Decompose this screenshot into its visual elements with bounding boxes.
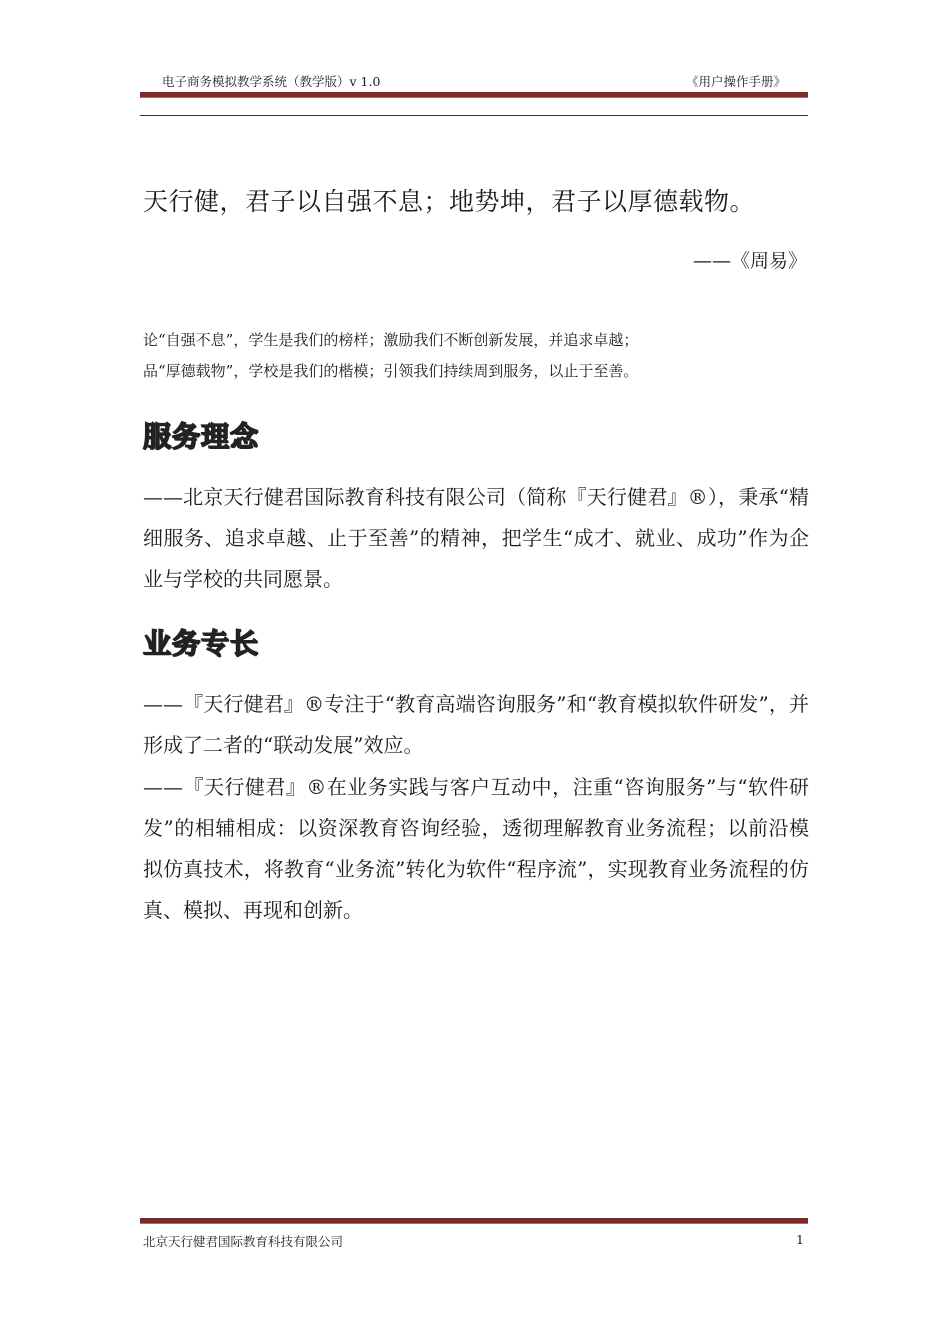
- header-system-title: 电子商务模拟教学系统（教学版）v 1.0: [162, 74, 381, 89]
- footer-company: 北京天行健君国际教育科技有限公司: [143, 1234, 344, 1249]
- quote-source: ——《周易》: [692, 250, 807, 272]
- expertise-paragraph-1: ——『天行健君』®专注于“教育高端咨询服务”和“教育模拟软件研发”，并形成了二者的“联动发展”效应。: [143, 692, 809, 757]
- header-rule-thin: [140, 115, 808, 116]
- page-number: 1: [796, 1232, 804, 1247]
- section-title-expertise: 业务专长: [143, 627, 260, 660]
- header-rule-thick: [140, 92, 808, 98]
- header-manual-title: 《用户操作手册》: [685, 74, 786, 89]
- expertise-paragraph-2: ——『天行健君』®在业务实践与客户互动中，注重“咨询服务”与“软件研发”的相辅相成：以资深教育咨询经验，透彻理解教育业务流程；以前沿模拟仿真技术，将教育“业务流”转化为软件“程序流”，实现教育业务流程的仿真、模拟、再现和创新。: [143, 775, 809, 922]
- quote-text: 天行健，君子以自强不息；地势坤，君子以厚德载物。: [143, 187, 756, 216]
- footer-rule: [140, 1218, 808, 1224]
- motto-line-2: 品“厚德载物”，学校是我们的楷模；引领我们持续周到服务，以止于至善。: [143, 362, 639, 380]
- section-title-service: 服务理念: [143, 420, 260, 453]
- motto-line-1: 论“自强不息”，学生是我们的榜样；激励我们不断创新发展，并追求卓越；: [143, 331, 639, 349]
- page-footer: [140, 1218, 808, 1258]
- page-header: [140, 70, 808, 120]
- service-paragraph: ——北京天行健君国际教育科技有限公司（简称『天行健君』®），秉承“精细服务、追求卓越、止于至善”的精神，把学生“成才、就业、成功”作为企业与学校的共同愿景。: [143, 485, 809, 591]
